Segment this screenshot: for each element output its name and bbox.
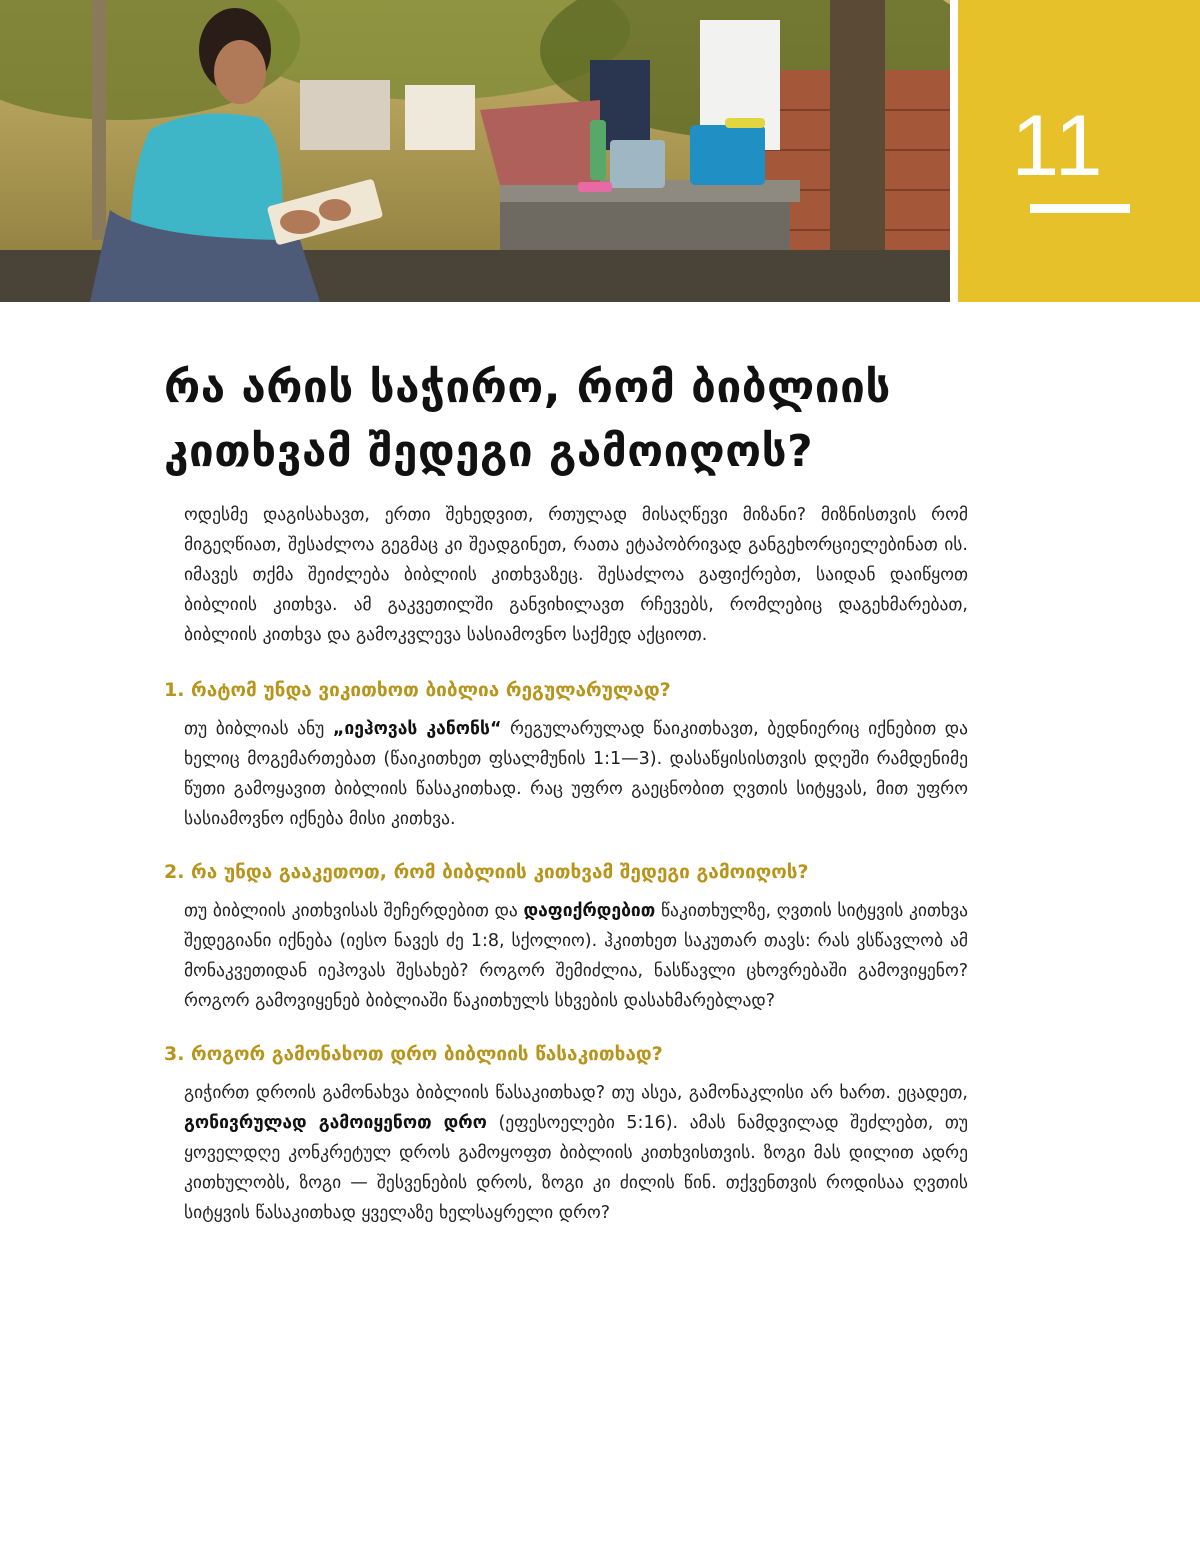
section-3 [164, 1040, 968, 1228]
answer-paragraph [164, 1078, 968, 1228]
lesson-number-underline [1030, 204, 1130, 213]
answer-text-start: თუ ბიბლიის კითხვისას შეჩერდებით და [184, 901, 524, 921]
lesson-number: 11 [1011, 98, 1105, 194]
question-heading: 3. როგორ გამონახოთ დრო ბიბლიის წასაკითხად? [164, 1043, 663, 1065]
question-heading: 1. რატომ უნდა ვიკითხოთ ბიბლია რეგულარულად? [164, 679, 671, 701]
answer-text-end: (ეფესოელები 5:16). ამას ნამდვილად შეძლებთ, თუ ყოველდღე კონკრეტულ დროს გამოყოფთ ბიბლიის კითხვისთვის. ზოგი მას დილით ადრე კითხულობს, ზოგი — შესვენების დროს, ზოგი კი ძილის წინ. თქვენთვის როდისაა ღვთის სიტყვის წასაკითხად ყველაზე ხელსაყრელი დრო? [184, 1113, 968, 1223]
answer-text-start: თუ ბიბლიას ანუ [184, 719, 333, 739]
answer-emphasis: დაფიქრდებით [523, 901, 656, 921]
lesson-content [164, 500, 968, 1252]
answer-paragraph [164, 714, 968, 834]
answer-paragraph [164, 896, 968, 1016]
answer-text-end: წაკითხულზე, ღვთის სიტყვის კითხვა შედეგიანი იქნება (იესო ნავეს ძე 1:8, სქოლიო). ჰკითხეთ საკუთარ თავს: რას ვსწავლობ ამ მონაკვეთიდან იეჰოვას შესახებ? როგორ შემიძლია, ნასწავლი ცხოვრებაში გამოვიყენო? როგორ გამოვიყენებ ბიბლიაში წაკითხულს სხვების დასახმარებლად? [184, 901, 968, 1011]
page-title: რა არის საჭირო, რომ ბიბლიის კითხვამ შედეგი გამოიღოს? [164, 362, 891, 477]
answer-emphasis: გონივრულად გამოიყენოთ დრო [184, 1113, 487, 1133]
answer-text-end: რეგულარულად წაიკითხავთ, ბედნიერიც იქნებით და ხელიც მოგემართებათ (წაიკითხეთ ფსალმუნის 1:1—3). დასაწყისისთვის დღეში რამდენიმე წუთი გამოყავით ბიბლიის წასაკითხად. რაც უფრო გაეცნობით ღვთის სიტყვას, მით უფრო სასიამოვნო იქნება მისი კითხვა. [184, 719, 968, 829]
header-photo [0, 0, 950, 302]
question-heading: 2. რა უნდა გააკეთოთ, რომ ბიბლიის კითხვამ შედეგი გამოიღოს? [164, 861, 809, 883]
intro-paragraph: ოდესმე დაგისახავთ, ერთი შეხედვით, რთულად მისაღწევი მიზანი? მიზნისთვის რომ მიგეღწიათ, შესაძლოა გეგმაც კი შეადგინეთ, რათა ეტაპობრივად განგეხორციელებინათ ის. იმავეს თქმა შეიძლება ბიბლიის კითხვაზეც. შესაძლოა გაფიქრებთ, საიდან დაიწყოთ ბიბლიის კითხვა. ამ გაკვეთილში განვიხილავთ რჩევებს, რომლებიც დაგეხმარებათ, ბიბლიის კითხვა და გამოკვლევა სასიამოვნო საქმედ აქციოთ. [184, 505, 968, 645]
section-2 [164, 858, 968, 1016]
lesson-number-block [958, 0, 1200, 302]
answer-text-start: გიჭირთ დროის გამონახვა ბიბლიის წასაკითხად? თუ ასეა, გამონაკლისი არ ხართ. ეცადეთ, [184, 1083, 968, 1103]
section-1 [164, 676, 968, 834]
answer-emphasis: „იეჰოვას კანონს“ [332, 719, 502, 739]
